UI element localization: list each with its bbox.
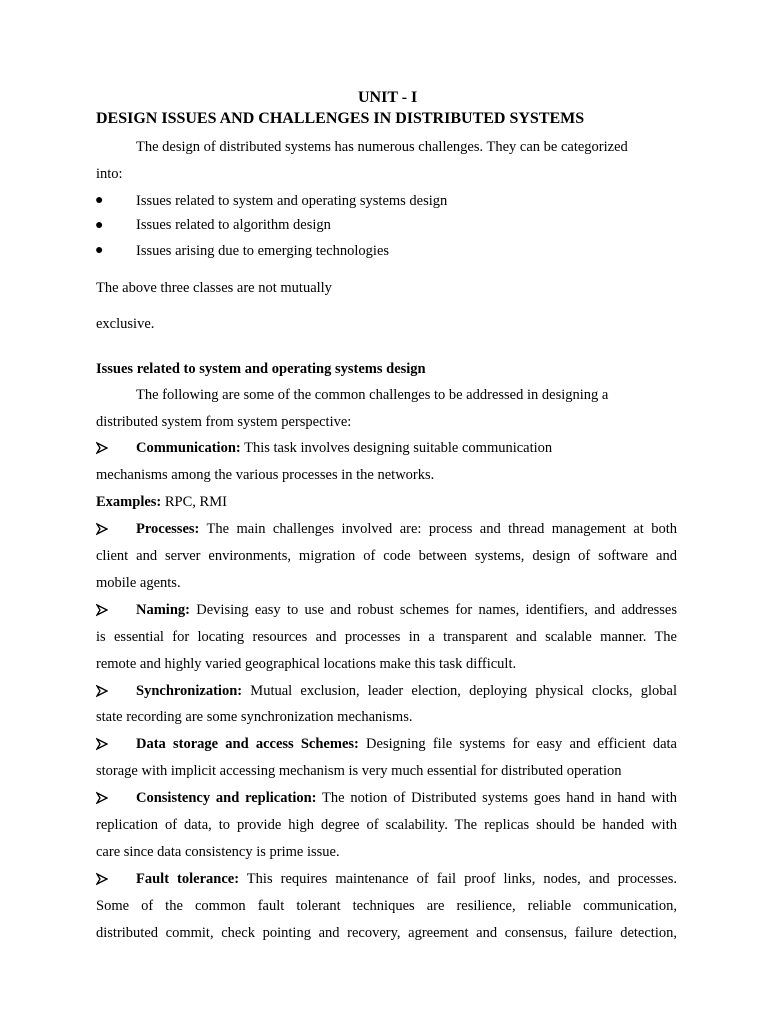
item-data-storage-line-2: storage with implicit accessing mechanism is very much essential for distributed operation [96, 763, 622, 779]
term-fault-tolerance: Fault tolerance: [136, 871, 240, 887]
arrow-bullet-icon [96, 441, 108, 455]
category-item-3: Issues arising due to emerging technologies [136, 243, 390, 259]
examples-line [96, 494, 227, 511]
section-heading: Issues related to system and operating systems design [96, 361, 426, 377]
item-consistency-line-3: care since data consistency is prime issue. [96, 844, 340, 860]
arrow-bullet-icon [96, 522, 108, 536]
item-naming-line-3: remote and highly varied geographical locations make this task difficult. [96, 656, 517, 672]
term-naming: Naming: [136, 602, 190, 618]
item-communication-line-2: mechanisms among the various processes in the networks. [96, 467, 435, 483]
section-intro-line-1: The following are some of the common challenges to be addressed in designing a [136, 387, 609, 403]
item-synchronization-line-2: state recording are some synchronization mechanisms. [96, 709, 413, 725]
intro-line-1: The design of distributed systems has numerous challenges. They can be categorized [136, 139, 628, 155]
term-processes: Processes: [136, 521, 200, 537]
item-processes-line-3: mobile agents. [96, 575, 181, 591]
bullet-icon: ● [95, 193, 104, 208]
item-naming-line-2: is essential for locating resources and processes in a transparent and scalable manner. The [96, 629, 677, 645]
arrow-bullet-icon [96, 684, 108, 698]
item-fault-tolerance [136, 871, 677, 888]
item-fault-tolerance-line-3: distributed commit, check pointing and recovery, agreement and consensus, failure detection, [96, 925, 677, 941]
term-communication: Communication: [136, 440, 241, 456]
item-text: Designing file systems for easy and efficient data [358, 736, 677, 752]
item-text: This task involves designing suitable communication [240, 440, 553, 456]
arrow-bullet-icon [96, 737, 108, 751]
term-data-storage: Data storage and access Schemes: [136, 736, 359, 752]
category-item-1: Issues related to system and operating systems design [136, 193, 448, 209]
section-intro-line-2: distributed system from system perspective: [96, 414, 352, 430]
note-line-2: exclusive. [96, 316, 155, 332]
term-synchronization: Synchronization: [136, 683, 243, 699]
item-text: Devising easy to use and robust schemes for names, identifiers, and addresses [189, 602, 677, 618]
category-item-2: Issues related to algorithm design [136, 217, 331, 233]
item-communication [136, 440, 552, 457]
item-text: The main challenges involved are: process and thread management at both [199, 521, 677, 537]
bullet-icon: ● [95, 218, 104, 233]
item-consistency-line-2: replication of data, to provide high degree of scalability. The replicas should be handed with [96, 817, 677, 833]
item-text: Mutual exclusion, leader election, deploying physical clocks, global [242, 683, 677, 699]
item-data-storage [136, 736, 677, 753]
bullet-icon: ● [95, 243, 104, 258]
item-processes [136, 521, 677, 538]
item-text: The notion of Distributed systems goes hand in hand with [316, 790, 677, 806]
item-consistency [136, 790, 677, 807]
term-consistency: Consistency and replication: [136, 790, 317, 806]
term-examples: Examples: [96, 494, 162, 510]
item-synchronization [136, 683, 677, 700]
item-fault-tolerance-line-2: Some of the common fault tolerant techniques are resilience, reliable communication, [96, 898, 677, 914]
intro-line-2: into: [96, 166, 123, 182]
arrow-bullet-icon [96, 603, 108, 617]
item-naming [136, 602, 677, 619]
arrow-bullet-icon [96, 791, 108, 805]
page-title: DESIGN ISSUES AND CHALLENGES IN DISTRIBUTED SYSTEMS [96, 110, 585, 127]
unit-heading: UNIT - I [358, 89, 418, 106]
item-processes-line-2: client and server environments, migration of code between systems, design of software and [96, 548, 677, 564]
item-text: This requires maintenance of fail proof links, nodes, and processes. [239, 871, 677, 887]
note-line-1: The above three classes are not mutually [96, 280, 332, 296]
arrow-bullet-icon [96, 872, 108, 886]
item-text: RPC, RMI [161, 494, 227, 510]
